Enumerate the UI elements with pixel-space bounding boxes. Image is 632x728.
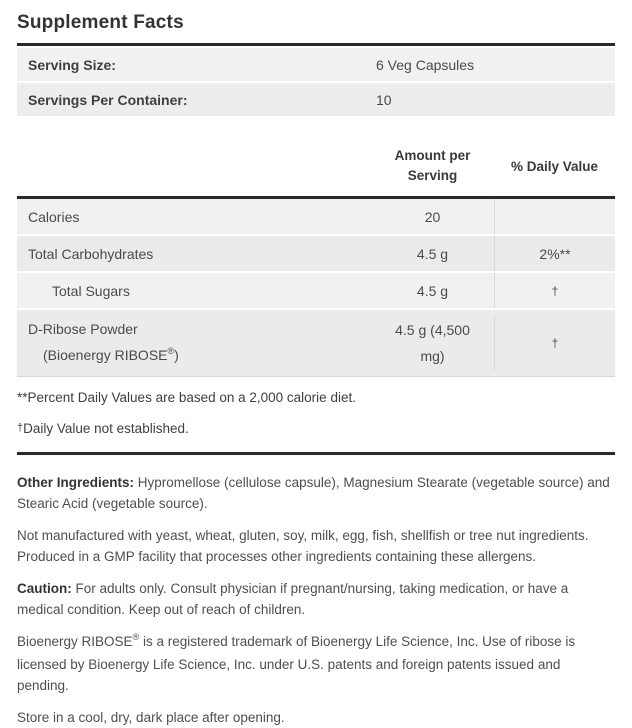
table-row-total-sugars (17, 273, 615, 308)
table-row-d-ribose-powder (17, 310, 615, 376)
daily-value-footnote: †Daily Value not established. (17, 421, 189, 436)
daily-value-header: % Daily Value (510, 158, 599, 174)
dagger-symbol: † (551, 336, 559, 350)
serving-size-row (17, 48, 615, 81)
registered-trademark-symbol: ® (132, 632, 140, 642)
storage-paragraph: Store in a cool, dry, dark place after opening. (17, 710, 285, 725)
table-row-calories (17, 199, 615, 234)
dagger-symbol: † (17, 422, 24, 434)
other-ingredients-label: Other Ingredients: (17, 475, 135, 490)
nutrient-amount: 4.5 g (416, 245, 449, 262)
nutrition-table (17, 199, 615, 376)
percent-daily-value-footnote: **Percent Daily Values are based on a 2,000 calorie diet. (17, 390, 356, 405)
nutrient-daily-value: 2%** (494, 236, 615, 271)
dagger-symbol: † (551, 283, 559, 298)
footnotes (17, 390, 615, 436)
servings-per-container-value: 10 (376, 91, 392, 108)
panel-title: Supplement Facts (17, 12, 184, 33)
nutrient-amount: 20 (424, 208, 441, 225)
trademark-paragraph: Bioenergy RIBOSE® is a registered trademark of Bioenergy Life Science, Inc. Use of ribose is licensed by Bioenergy Life Science, Inc. under U.S. patents and foreign patents issued and pending. (17, 632, 576, 693)
amount-per-serving-header: Amount per Serving (394, 148, 471, 183)
servings-per-container-label: Servings Per Container: (28, 91, 188, 108)
nutrient-name: Total Sugars (52, 282, 130, 299)
serving-info-table (17, 48, 615, 116)
registered-trademark-symbol: ® (167, 346, 175, 356)
caution-label: Caution: (17, 581, 72, 596)
info-paragraphs (17, 455, 615, 728)
caution-paragraph: Caution: For adults only. Consult physician if pregnant/nursing, taking medication, or have a medical condition. Keep out of reach of children. (17, 581, 569, 617)
nutrient-name: Calories (28, 208, 80, 225)
nutrient-amount: 4.5 g (416, 282, 449, 299)
nutrient-daily-value (494, 199, 615, 234)
nutrient-name-line1: D-Ribose Powder (28, 321, 138, 337)
nutrient-daily-value (494, 273, 615, 308)
serving-size-label: Serving Size: (28, 56, 116, 73)
other-ingredients-paragraph: Other Ingredients: Hypromellose (cellulose capsule), Magnesium Stearate (vegetable source) and Stearic Acid (vegetable source). (17, 475, 610, 511)
serving-size-value: 6 Veg Capsules (376, 56, 475, 73)
nutrient-name: Total Carbohydrates (28, 245, 154, 262)
nutrient-name-line2: (Bioenergy RIBOSE®) (43, 346, 179, 363)
table-row-total-carbohydrates (17, 236, 615, 271)
nutrient-name (17, 316, 371, 370)
nutrient-daily-value (494, 316, 615, 370)
table-bottom-border (17, 376, 615, 377)
allergen-paragraph: Not manufactured with yeast, wheat, gluten, soy, milk, egg, fish, shellfish or tree nut ingredients. Produced in a GMP facility that processes other ingredients containing these allergens. (17, 528, 589, 564)
nutrient-amount: 4.5 g (4,500 mg) (395, 322, 470, 364)
servings-per-container-row (17, 83, 615, 116)
title-divider (17, 43, 615, 46)
table-column-headers (17, 146, 615, 196)
